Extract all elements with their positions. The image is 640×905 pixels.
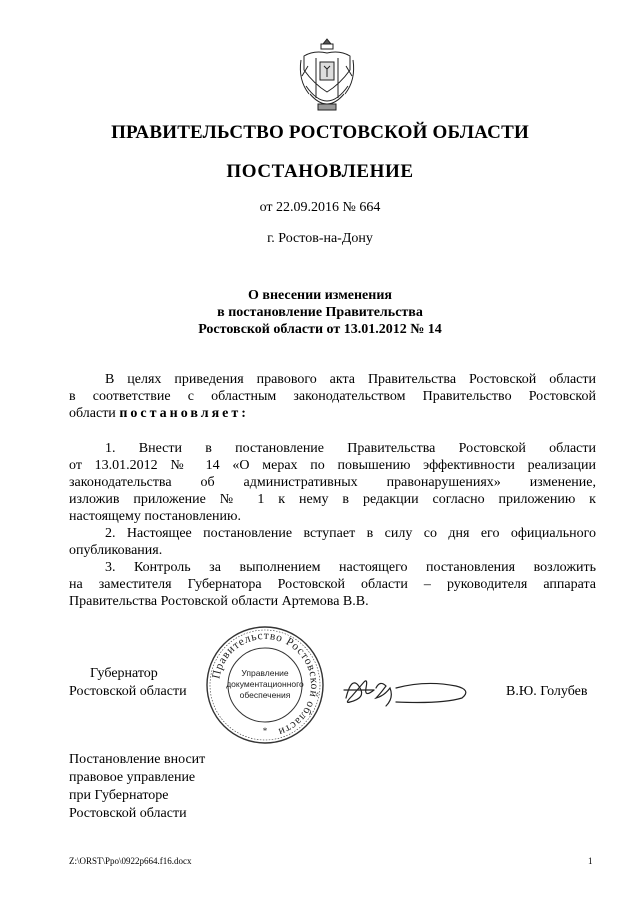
item-1-line-5: настоящему постановлению. — [69, 509, 241, 524]
title-line-3: Ростовской области от 13.01.2012 № 14 — [198, 322, 442, 337]
official-stamp-icon — [203, 623, 327, 747]
submitter-line-2: правовое управление — [69, 770, 196, 785]
signatory-position-line-2: Ростовской области — [69, 684, 187, 699]
item-3-line-1: 3. Контроль за выполнением настоящего постановления возложить — [105, 560, 596, 575]
item-1-line-4: изложив приложение № 1 к нему в редакции согласно приложению к — [69, 492, 596, 507]
page-number: 1 — [588, 856, 593, 866]
item-2-line-2: опубликования. — [69, 543, 163, 558]
submitter-line-1: Постановление вносит — [69, 752, 206, 767]
organization-heading: ПРАВИТЕЛЬСТВО РОСТОВСКОЙ ОБЛАСТИ — [111, 122, 529, 143]
decree-keyword: постановляет: — [119, 406, 249, 421]
document-type-heading: ПОСТАНОВЛЕНИЕ — [226, 161, 414, 182]
document-date-number: от 22.09.2016 № 664 — [259, 200, 381, 215]
signatory-name: В.Ю. Голубев — [506, 684, 588, 699]
handwritten-signature-icon — [338, 668, 478, 712]
item-1-line-3: законодательства об административных правонарушениях» изменение, — [69, 475, 596, 490]
item-1-line-1: 1. Внести в постановление Правительства Ростовской области — [105, 441, 596, 456]
preamble-line-1: В целях приведения правового акта Правительства Ростовской области — [105, 372, 596, 387]
item-3-line-3: Правительства Ростовской области Артемова В.В. — [69, 594, 369, 609]
stamp-inner-line-1: Управление — [241, 668, 289, 678]
item-2-line-1: 2. Настоящее постановление вступает в силу со дня его официального — [105, 526, 596, 541]
stamp-inner-line-2: документационного — [226, 679, 304, 689]
preamble-line-2: в соответствие с областным законодательством Правительство Ростовской — [69, 389, 596, 404]
submitter-line-4: Ростовской области — [69, 806, 187, 821]
stamp-ring-text: Правительство Ростовской области — [210, 629, 321, 738]
title-line-2: в постановление Правительства — [217, 305, 423, 320]
stamp-inner-line-3: обеспечения — [239, 690, 291, 700]
submitter-line-3: при Губернаторе — [69, 788, 169, 803]
coat-of-arms-icon — [296, 36, 358, 114]
footer-file-path: Z:\ORST\Ppo\0922p664.f16.docx — [69, 856, 192, 866]
preamble-text: области — [69, 406, 120, 421]
title-line-1: О внесении изменения — [248, 288, 392, 303]
item-3-line-2: на заместителя Губернатора Ростовской области – руководителя аппарата — [69, 577, 596, 592]
signatory-position-line-1: Губернатор — [90, 666, 158, 681]
item-1-line-2: от 13.01.2012 № 14 «О мерах по повышению эффективности реализации — [69, 458, 596, 473]
svg-text:*: * — [262, 726, 268, 736]
document-city: г. Ростов-на-Дону — [267, 231, 373, 246]
preamble-line-3 — [69, 405, 596, 422]
